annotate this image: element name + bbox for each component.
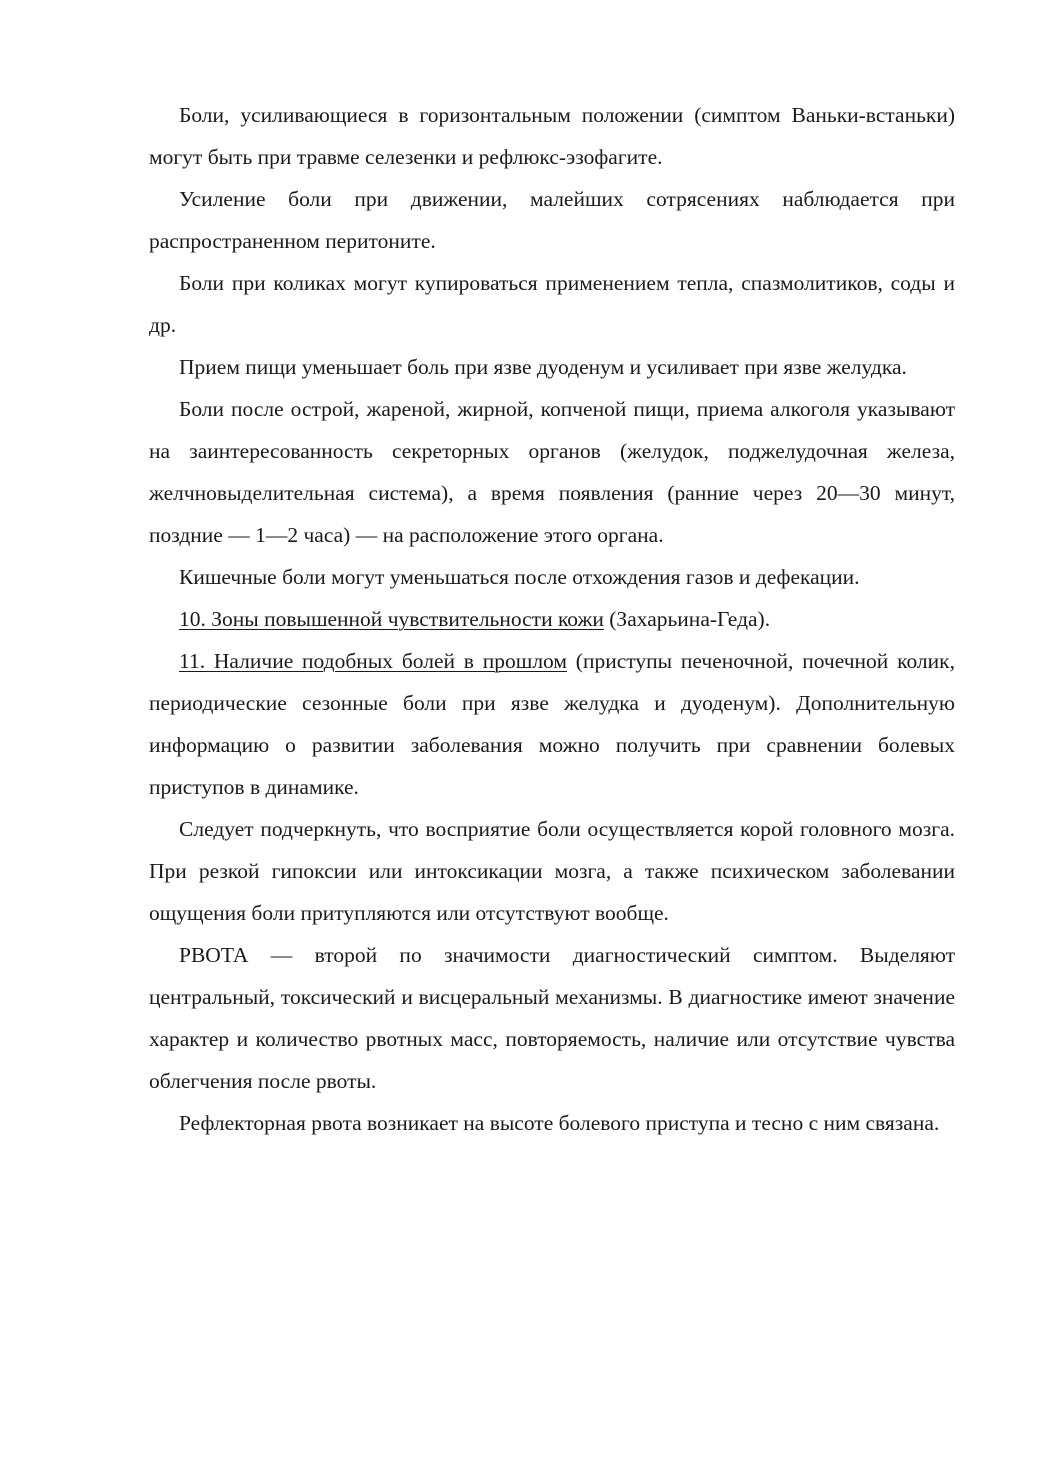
paragraph-reflex-vomiting: Рефлекторная рвота возникает на высоте болевого приступа и тесно с ним связана. (179, 1111, 940, 1135)
item-11-heading: 11. Наличие подобных болей в прошлом (179, 649, 567, 673)
item-10-heading: 10. Зоны повышенной чувствительности кожи (179, 607, 604, 631)
paragraph-item-11 (149, 640, 955, 808)
paragraph-item-10 (149, 598, 955, 640)
paragraph-intestinal-pain: Кишечные боли могут уменьшаться после отхождения газов и дефекации. (179, 565, 860, 589)
paragraph-vomiting: РВОТА — второй по значимости диагностический симптом. Выделяют центральный, токсический и висцеральный механизмы. В диагностике имеют значение характер и количество рвотных масс, повторяемость, наличие или отсутствие чувства облегчения после рвоты. (149, 943, 955, 1093)
paragraph-pain-perception: Следует подчеркнуть, что восприятие боли осуществляется корой головного мозга. При резкой гипоксии или интоксикации мозга, а также психическом заболевании ощущения боли притупляются или отсутствуют вообще. (149, 817, 955, 925)
item-10-text: (Захарьина-Геда). (603, 607, 771, 631)
paragraph-pain-horizontal: Боли, усиливающиеся в горизонтальным положении (симптом Ваньки-встаньки) могут быть при травме селезенки и рефлюкс-эзофагите. (149, 103, 955, 169)
paragraph-food-intake: Прием пищи уменьшает боль при язве дуоденум и усиливает при язве желудка. (179, 355, 907, 379)
paragraph-colic-relief: Боли при коликах могут купироваться применением тепла, спазмолитиков, соды и др. (149, 271, 955, 337)
paragraph-pain-movement: Усиление боли при движении, малейших сотрясениях наблюдается при распространенном перитоните. (149, 187, 955, 253)
item-11-text: (приступы печеночной, почечной колик, периодические сезонные боли при язве желудка и дуоденум). Дополнительную информацию о развитии заболевания можно получить при сравнении болевых приступов в динамике. (149, 649, 955, 799)
paragraph-food-types: Боли после острой, жареной, жирной, копченой пищи, приема алкоголя указывают на заинтересованность секреторных органов (желудок, поджелудочная железа, желчновыделительная система), а время появления (ранние через 20—30 минут, поздние — 1—2 часа) — на расположение этого органа. (149, 397, 955, 547)
document-page (149, 94, 955, 1144)
